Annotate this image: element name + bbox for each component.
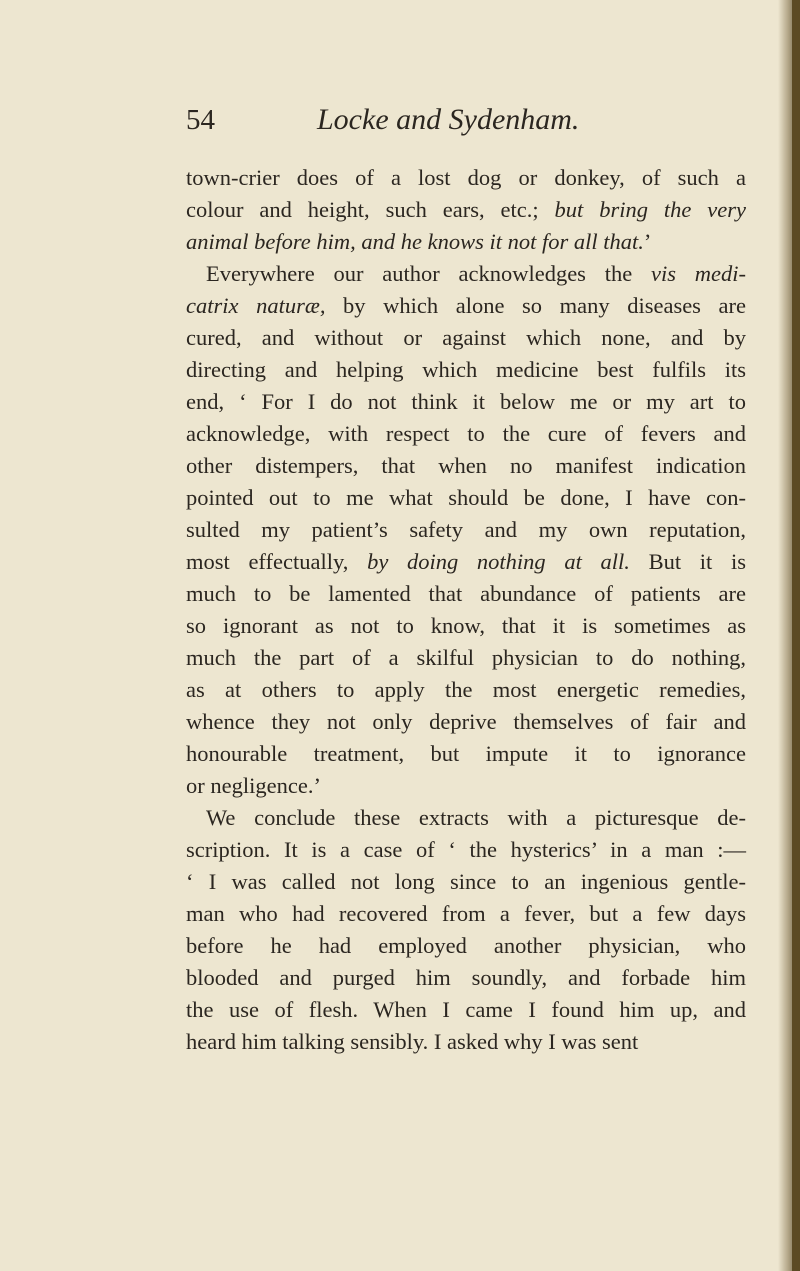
text-segment: honourable treatment, but impute it to ignorance	[186, 741, 746, 766]
text-line	[186, 802, 746, 834]
text-line	[186, 162, 746, 194]
text-line	[186, 674, 746, 706]
text-line	[186, 194, 746, 226]
text-line	[186, 898, 746, 930]
text-segment: by doing nothing at all.	[367, 549, 630, 574]
text-segment: blooded and purged him soundly, and forbade him	[186, 965, 746, 990]
text-segment: ‘ I was called not long since to an ingenious gentle-	[186, 869, 746, 894]
text-line	[186, 482, 746, 514]
text-segment: much the part of a skilful physician to do nothing,	[186, 645, 746, 670]
text-line	[186, 738, 746, 770]
text-line	[186, 834, 746, 866]
text-segment: ’	[643, 229, 652, 254]
text-line	[186, 290, 746, 322]
text-segment: the use of flesh. When I came I found him up, and	[186, 997, 746, 1022]
text-line	[186, 354, 746, 386]
text-segment: pointed out to me what should be done, I have con-	[186, 485, 746, 510]
text-segment: end, ‘ For I do not think it below me or my art to	[186, 389, 746, 414]
text-segment: directing and helping which medicine best fulfils its	[186, 357, 746, 382]
text-segment: by which alone so many diseases are	[325, 293, 746, 318]
text-segment: But it is	[629, 549, 747, 574]
text-line	[186, 706, 746, 738]
text-segment: much to be lamented that abundance of patients are	[186, 581, 746, 606]
text-segment: whence they not only deprive themselves of fair and	[186, 709, 746, 734]
page-number: 54	[186, 104, 215, 136]
text-segment: town-crier does of a lost dog or donkey, of such a	[186, 165, 746, 190]
text-line	[186, 1026, 746, 1058]
text-segment: acknowledge, with respect to the cure of fevers and	[186, 421, 746, 446]
page-edge	[792, 0, 800, 1271]
text-line	[186, 930, 746, 962]
text-segment: scription. It is a case of ‘ the hysterics’ in a man :—	[186, 837, 746, 862]
text-line	[186, 770, 746, 802]
page-header	[186, 98, 746, 142]
text-segment: so ignorant as not to know, that it is sometimes as	[186, 613, 746, 638]
text-line	[186, 450, 746, 482]
text-line	[186, 258, 746, 290]
text-line	[186, 514, 746, 546]
text-segment: most effectually,	[186, 549, 368, 574]
text-segment: vis medi-	[650, 261, 746, 286]
text-line	[186, 322, 746, 354]
text-line	[186, 866, 746, 898]
text-line	[186, 578, 746, 610]
running-title: Locke and Sydenham.	[317, 103, 580, 136]
text-segment: other distempers, that when no manifest indication	[186, 453, 746, 478]
text-line	[186, 386, 746, 418]
text-segment: animal before him, and he knows it not for all that.	[186, 229, 644, 254]
text-segment: sulted my patient’s safety and my own reputation,	[186, 517, 746, 542]
text-line	[186, 642, 746, 674]
text-line	[186, 610, 746, 642]
text-segment: man who had recovered from a fever, but a few days	[186, 901, 746, 926]
text-segment: as at others to apply the most energetic remedies,	[186, 677, 746, 702]
text-segment: We conclude these extracts with a picturesque de-	[206, 805, 746, 830]
text-segment: heard him talking sensibly. I asked why I was sent	[186, 1029, 639, 1054]
text-line	[186, 994, 746, 1026]
text-line	[186, 546, 746, 578]
text-line	[186, 226, 746, 258]
text-line	[186, 962, 746, 994]
text-segment: cured, and without or against which none, and by	[186, 325, 746, 350]
body-text	[186, 162, 746, 1058]
text-segment: or negligence.’	[186, 773, 321, 798]
text-segment: Everywhere our author acknowledges the	[206, 261, 651, 286]
text-segment: colour and height, such ears, etc.;	[186, 197, 555, 222]
text-segment: catrix naturæ,	[186, 293, 326, 318]
text-line	[186, 418, 746, 450]
text-segment: before he had employed another physician, who	[186, 933, 746, 958]
text-segment: but bring the very	[554, 197, 746, 222]
